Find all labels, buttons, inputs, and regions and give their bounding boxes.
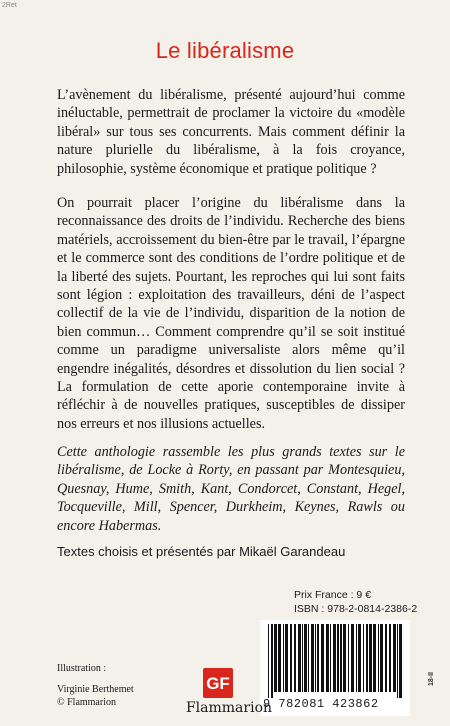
barcode-bar (304, 624, 307, 692)
book-title: Le libéralisme (155, 38, 295, 63)
barcode-bar (380, 624, 383, 692)
barcode-bar (369, 624, 372, 692)
barcode-bar (278, 624, 281, 692)
barcode-bar (298, 624, 301, 692)
side-code: 18-II (428, 671, 435, 686)
barcode-bar (356, 624, 357, 692)
barcode-bar (373, 624, 376, 692)
price-isbn-block (294, 588, 417, 616)
illustration-label: Illustration : (57, 663, 107, 674)
barcode-bar (285, 624, 288, 692)
ean-digits: 9 782081 423862 (263, 697, 379, 711)
barcode-bar (321, 624, 324, 692)
barcode-bar (389, 624, 391, 692)
corner-handwritten-note: 2Ret (2, 2, 17, 9)
isbn-label: ISBN : 978-2-0814-2386-2 (294, 603, 418, 615)
illustration-copyright: © Flammarion (57, 697, 116, 708)
barcode-bar (268, 624, 269, 698)
gf-logo-icon (203, 668, 233, 698)
barcode-bar (271, 624, 273, 698)
barcode-bar (348, 624, 349, 692)
barcode-bar (290, 624, 292, 692)
barcode-bar (283, 624, 284, 692)
price-label: Prix France : 9 € (294, 589, 372, 601)
barcode-bar (333, 624, 336, 692)
barcode-bar (340, 624, 342, 692)
barcode-bar (274, 624, 277, 692)
paragraph-anthology: Cette anthologie rassemble les plus grands textes sur le libéralisme, de Locke à Rorty, en passant par Montesquieu, Quesnay, Hume, Smith, Kant, Condorcet, Constant, Hegel, Tocqueville, Mill, Spencer, Durkheim, Keynes, Rawls ou encore Habermas. (57, 444, 405, 534)
gf-logo-text: GF (206, 674, 230, 693)
barcode-bar (351, 624, 354, 692)
paragraph-origins: On pourrait placer l’origine du libéralisme dans la reconnaissance des droits de l’individu. Recherche des biens matériels, accroissement du bien-être par le travail, l’épargne et le commerce sont des conditions de l’ordre politique et de la liberté des sujets. Pourtant, les reproches qui lui sont faits sont légion : exploitation des travailleurs, déni de l’aspect collectif de la vie de l’individu, disparition de la notion de bien commun… Comment comprendre qu’il se soit institué comme un paradigme universaliste alors même qu’il engendre inégalités, désordres et dissolution du lien social ? La formulation de cette aporie contemporaine invite à réfléchir à de nouvelles pratiques, susceptibles de dissiper nos erreurs et nos illusions actuelles. (57, 195, 405, 432)
barcode-bar (393, 624, 396, 692)
barcode-bar (330, 624, 331, 692)
barcode-bar (308, 624, 309, 692)
editor-credit: Textes choisis et présentés par Mikaël Garandeau (57, 544, 346, 559)
barcode-bar (311, 624, 314, 692)
illustration-artist: Virginie Berthemet (57, 684, 134, 695)
barcode-bar (397, 624, 398, 698)
barcode-bar (358, 624, 361, 692)
barcode-bar (294, 624, 296, 692)
barcode-bar (315, 624, 316, 692)
barcode-bar (399, 624, 402, 698)
barcode-bar (337, 624, 339, 692)
barcode-bar (302, 624, 303, 692)
barcode-bar (317, 624, 319, 692)
paragraph-intro: L’avènement du libéralisme, présenté aujourd’hui comme inéluctable, permettrait de proclamer la victoire du «modèle libéral» sur tous ses concurrents. Mais comment définir la nature plurielle du libéralisme, à la fois croyance, philosophie, système économique et pratique politique ? (57, 87, 405, 177)
barcode-bar (343, 624, 346, 692)
barcode-bars (260, 620, 410, 698)
barcode-bar (363, 624, 364, 692)
barcode-bar (326, 624, 329, 692)
barcode-bar (378, 624, 379, 692)
barcode-bar (366, 624, 368, 692)
barcode-bar (385, 624, 387, 692)
publisher-name: Flammarion (185, 700, 273, 716)
